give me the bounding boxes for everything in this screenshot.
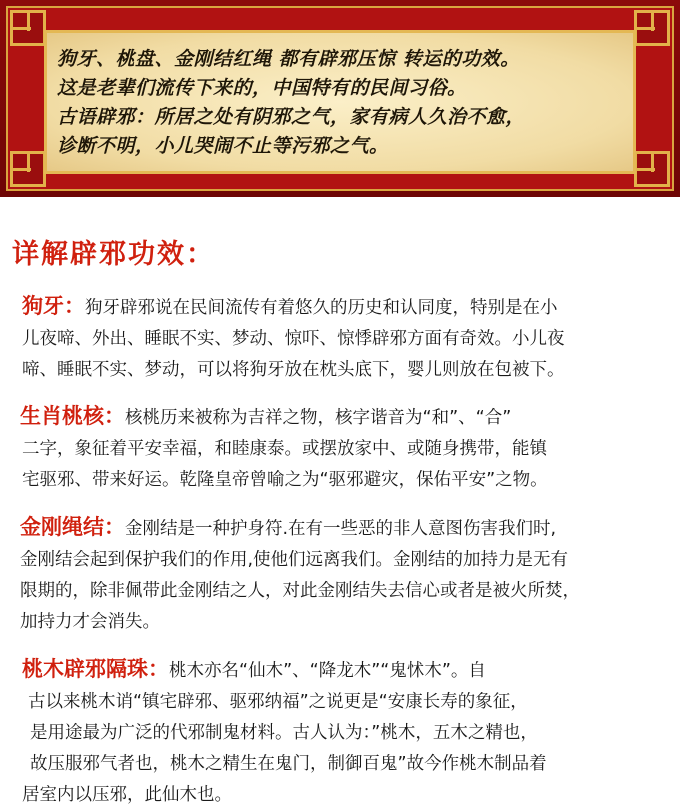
item-walnut [20,400,548,496]
item-text-line: 居室内以压邪，此仙木也。 [22,785,232,805]
item-text-line: 是用途最为广泛的代邪制鬼材料。古人认为：”桃木，五木之精也， [30,723,538,743]
item-term: 生肖桃核： [20,403,125,428]
corner-lattice-ornament [634,10,670,46]
item-text-line: 儿夜啼、外出、睡眠不实、梦动、惊吓、惊悸辟邪方面有奇效。小儿夜 [22,329,565,349]
corner-lattice-ornament [10,10,46,46]
item-text-line: 宅驱邪、带来好运。乾隆皇帝曾喻之为“驱邪避灾，保佑平安”之物。 [22,470,548,490]
item-vajra-knot [20,511,580,638]
item-text-line: 核桃历来被称为吉祥之物，核字谐音为“和”、“合” [125,408,512,428]
banner-line-1: 狗牙、桃盘、金刚结红绳 都有辟邪压惊 转运的功效。 [57,48,520,70]
item-text-line: 故压服邪气者也，桃木之精生在鬼门，制御百鬼”故今作桃木制品着 [30,754,547,774]
item-text-line: 桃木亦名“仙木”、“降龙木”“鬼怵木”。自 [169,661,486,681]
item-term: 狗牙： [22,293,85,318]
item-text-line: 金刚结是一种护身符.在有一些恶的非人意图伤害我们时, [125,519,557,539]
banner-line-4: 诊断不明，小儿哭闹不止等污邪之气。 [57,135,389,157]
item-text-line: 狗牙辟邪说在民间流传有着悠久的历史和认同度，特别是在小 [85,298,558,318]
corner-lattice-ornament [10,151,46,187]
corner-lattice-ornament [634,151,670,187]
item-text-line: 二字，象征着平安幸福，和睦康泰。或摆放家中、或随身携带，能镇 [22,439,547,459]
section-title: 详解辟邪功效： [12,239,215,270]
item-text-line: 古以来桃木诮“镇宅辟邪、驱邪纳福”之说更是“安康长寿的象征， [28,692,528,712]
item-dog-tooth [22,290,565,386]
header-banner [0,0,680,197]
banner-line-2: 这是老辈们流传下来的，中国特有的民间习俗。 [57,77,467,99]
banner-line-3: 古语辟邪：所居之处有阴邪之气，家有病人久治不愈， [57,106,526,128]
item-text-line: 啼、睡眠不实、梦动，可以将狗牙放在枕头底下，婴儿则放在包被下。 [22,360,565,380]
item-text-line: 金刚结会起到保护我们的作用,使他们远离我们。金刚结的加持力是无有 [20,550,569,570]
item-text-line: 限期的，除非佩带此金刚结之人，对此金刚结失去信心或者是被火所焚， [20,581,580,601]
item-text-line: 加持力才会消失。 [20,612,160,632]
item-term: 金刚绳结： [20,514,125,539]
banner-text-panel [44,30,636,174]
item-peach-wood [22,653,547,811]
item-term: 桃木辟邪隔珠： [22,656,169,681]
